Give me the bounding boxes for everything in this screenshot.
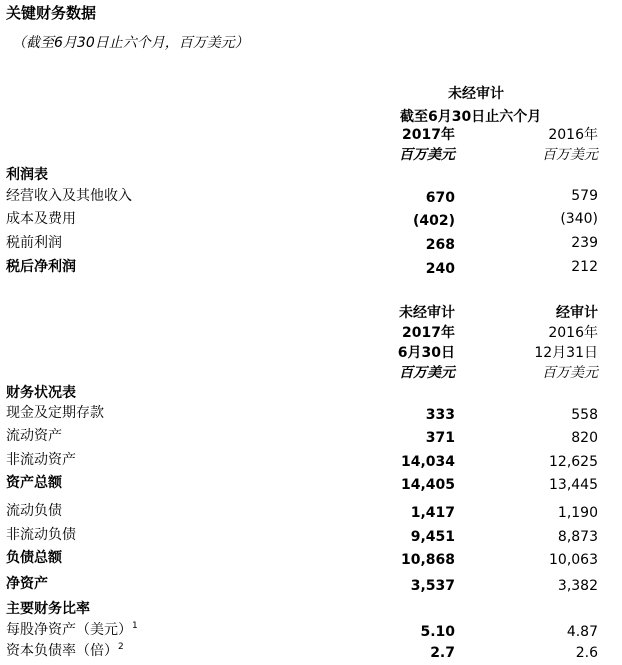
- balance-col2-date: 12月31日: [534, 345, 598, 361]
- balance-row-label: 非流动资产: [6, 452, 76, 468]
- balance-row-value-2017: 9,451: [410, 529, 455, 545]
- balance-row-value-2016: 13,445: [549, 477, 598, 493]
- ratio-row-label: 资本负债率（倍）$^2$: [6, 642, 124, 659]
- income-row-value-2016: 212: [571, 259, 598, 275]
- balance-row-value-2017: 371: [425, 430, 455, 446]
- ratio-row-value-2017: 2.7: [430, 645, 455, 661]
- balance-row-value-2016: 3,382: [557, 578, 598, 594]
- income-row-value-2017: 240: [425, 261, 455, 277]
- balance-col2-audit: 经审计: [556, 305, 598, 321]
- footnote-marker: 1: [132, 621, 138, 631]
- balance-row-label: 现金及定期存款: [6, 405, 104, 421]
- ratio-row-value-2016: 2.6: [575, 645, 598, 661]
- footnote-marker: 2: [118, 642, 124, 652]
- balance-row-label: 流动负债: [6, 503, 62, 519]
- page-title: 关键财务数据: [6, 4, 97, 22]
- income-section-title: 利润表: [6, 167, 48, 183]
- balance-row-value-2017: 10,868: [400, 552, 455, 568]
- balance-row-value-2017: 333: [425, 407, 455, 423]
- balance-row-value-2016: 10,063: [549, 552, 598, 568]
- balance-col1-unit: 百万美元: [399, 365, 455, 381]
- ratios-section-title: 主要财务比率: [6, 601, 90, 617]
- balance-row-value-2017: 1,417: [410, 505, 455, 521]
- income-header-period: 截至6月30日止六个月: [400, 109, 542, 125]
- income-row-label: 税前利润: [6, 235, 62, 251]
- balance-row-label: 非流动负债: [6, 527, 76, 543]
- balance-col1-date: 6月30日: [397, 345, 455, 361]
- balance-col2-year: 2016年: [548, 325, 598, 341]
- income-row-value-2017: (402): [412, 213, 455, 229]
- income-header-group: 未经审计: [448, 86, 504, 102]
- balance-section-title: 财务状况表: [6, 385, 76, 401]
- balance-row-value-2016: 558: [571, 407, 598, 423]
- balance-row-value-2016: 8,873: [557, 529, 598, 545]
- income-col2-unit: 百万美元: [542, 147, 598, 163]
- income-row-value-2017: 670: [425, 190, 455, 206]
- balance-row-label: 资产总额: [6, 475, 62, 491]
- balance-row-label: 净资产: [6, 576, 48, 592]
- balance-row-label: 流动资产: [6, 428, 62, 444]
- income-row-value-2017: 268: [425, 237, 455, 253]
- income-row-label: 成本及费用: [6, 211, 76, 227]
- income-row-label: 税后净利润: [6, 259, 76, 275]
- income-col1-unit: 百万美元: [399, 147, 455, 163]
- income-row-label: 经营收入及其他收入: [6, 188, 132, 204]
- balance-row-value-2017: 14,405: [400, 477, 455, 493]
- page-subtitle: （截至6月30日止六个月，百万美元）: [12, 35, 249, 51]
- ratio-row-value-2016: 4.87: [566, 624, 598, 640]
- ratio-row-label: 每股净资产（美元）$^1$: [6, 621, 138, 638]
- balance-row-value-2017: 3,537: [410, 578, 455, 594]
- balance-row-value-2017: 14,034: [400, 454, 455, 470]
- income-col1-year: 2017年: [402, 127, 455, 143]
- balance-row-label: 负债总额: [6, 550, 62, 566]
- balance-col2-unit: 百万美元: [542, 365, 598, 381]
- income-col2-year: 2016年: [548, 127, 598, 143]
- ratio-row-value-2017: 5.10: [420, 624, 455, 640]
- income-row-value-2016: 239: [571, 235, 598, 251]
- balance-row-value-2016: 12,625: [549, 454, 598, 470]
- balance-row-value-2016: 820: [571, 430, 598, 446]
- balance-col1-year: 2017年: [402, 325, 455, 341]
- income-row-value-2016: (340): [560, 211, 598, 227]
- balance-col1-audit: 未经审计: [399, 305, 455, 321]
- balance-row-value-2016: 1,190: [557, 505, 598, 521]
- income-row-value-2016: 579: [571, 188, 598, 204]
